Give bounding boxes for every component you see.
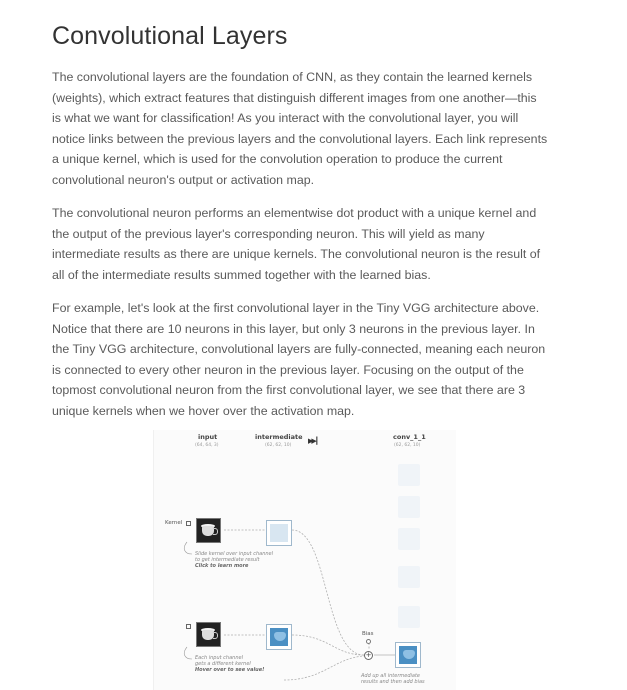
text-line: (weights), which extract features that distinguish different images from one another—this (52, 90, 537, 105)
text-line: convolutional neuron's output or activation map. (52, 172, 315, 187)
text-line: Notice that there are 10 neurons in this layer, but only 3 neurons in the previous layer. In (52, 321, 535, 336)
intermediate-result[interactable] (266, 520, 292, 546)
text-line: The convolutional layers are the foundation of CNN, as they contain the learned kernels (52, 70, 533, 84)
kernel-label: Kernel (165, 520, 183, 526)
column-title-input: input (198, 433, 218, 441)
conv-neuron-ghost (398, 566, 420, 588)
paragraph-intro (52, 67, 562, 191)
kernel-icon[interactable] (186, 521, 191, 526)
text-line: The convolutional neuron performs an elementwise dot product with a unique kernel and (52, 206, 537, 220)
caption-slide-kernel: Slide kernel over input channel to get intermediate result Click to learn more (195, 551, 274, 569)
conv-neuron-ghost (398, 464, 420, 486)
text-line: intermediate results as there are unique kernels. The convolutional neuron is the result of (52, 247, 541, 262)
caption-add-up: Add up all intermediate results and then add bias (361, 673, 425, 685)
text-line: unique kernels when we hover over the activation map. (52, 403, 355, 418)
kernel-icon[interactable] (186, 624, 191, 629)
text-line: topmost convolutional neuron from the first convolutional layer, we see that there are 3 (52, 383, 526, 398)
conv-neuron-ghost (398, 496, 420, 518)
paragraph-neuron (52, 203, 562, 285)
text-line: notice links between the previous layers and the convolutional layers. Each link represents (52, 131, 548, 146)
column-dims-input: (64, 64, 3) (195, 443, 219, 448)
text-line: is connected to every other neuron in the previous layer. Focusing on the output of the (52, 362, 524, 377)
section-title: Convolutional Layers (52, 22, 288, 50)
bias-label: Bias (362, 631, 374, 637)
column-title-intermediate: intermediate (255, 433, 303, 441)
conv-neuron-output[interactable] (395, 642, 421, 668)
text-line: is what we want for classification! As you interact with the convolutional layer, you will (52, 111, 519, 126)
column-dims-intermediate: (62, 62, 10) (265, 443, 292, 448)
text-line: For example, let's look at the first convolutional layer in the Tiny VGG architecture above. (52, 301, 540, 315)
conv-neuron-ghost (398, 606, 420, 628)
text-line: all of the intermediate results summed together with the learned bias. (52, 267, 431, 282)
conv-neuron-ghost (398, 528, 420, 550)
input-channel-image[interactable] (196, 518, 221, 543)
input-channel-image[interactable] (196, 622, 221, 647)
intermediate-result[interactable] (266, 624, 292, 650)
column-dims-conv: (62, 62, 10) (394, 443, 421, 448)
bias-node[interactable] (366, 639, 371, 644)
conv-layer-figure[interactable] (153, 430, 456, 690)
plus-icon: + (365, 651, 372, 659)
text-line: the Tiny VGG architecture, convolutional layers are fully-connected, meaning each neuron (52, 342, 546, 357)
text-line: a unique kernel, which is used for the convolution operation to produce the current (52, 152, 503, 167)
paragraph-example (52, 298, 562, 422)
caption-each-channel: Each input channel gets a different kernel Hover over to see value! (195, 655, 265, 673)
play-icon[interactable]: ▶▶┃ (308, 437, 317, 445)
text-line: the output of the previous layer's corresponding neuron. This will yield as many (52, 226, 485, 241)
column-title-conv: conv_1_1 (393, 433, 426, 441)
